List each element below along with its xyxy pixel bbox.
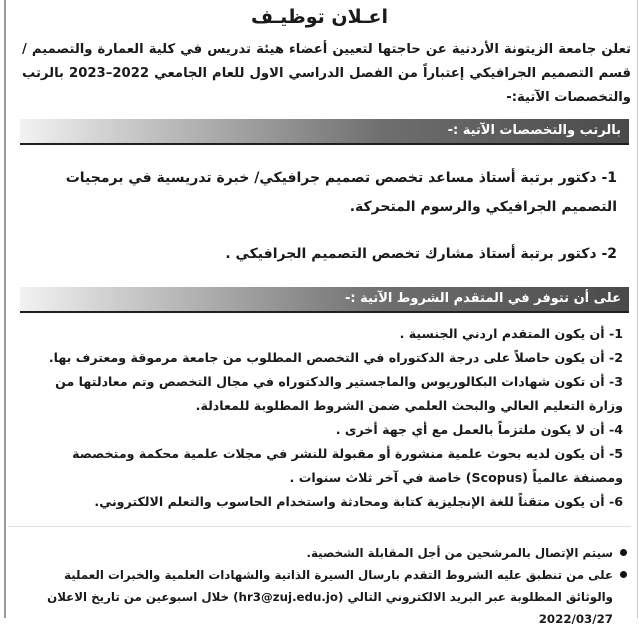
note-item bbox=[18, 564, 627, 630]
divider bbox=[8, 526, 631, 527]
ranks-heading-bar bbox=[20, 119, 629, 145]
note-text: سيتم الإتصال بالمرشحين من أجل المقابلة الشخصية. bbox=[306, 546, 613, 560]
condition-item: 4- أن لا يكون ملتزماً بالعمل مع أي جهة أخرى . bbox=[335, 422, 623, 437]
condition-item: 2- أن يكون حاصلاً على درجة الدكتوراه في التخصص المطلوب من جامعة مرموقة ومعترف بها. bbox=[48, 350, 623, 365]
rank-item: 1- دكتور برتبة أستاذ مساعد تخصص تصميم جرافيكي/ خبرة تدريسية في برمجيات التصميم الجرافيكي والرسوم المتحركة. bbox=[65, 170, 617, 215]
condition-item: 3- أن تكون شهادات البكالوريوس والماجستير والدكتوراه في مجال التخصص وتم معادلتها من وزارة التعليم العالي والبحث العلمي ضمن الشروط المطلوبة للمعادلة. bbox=[55, 374, 623, 413]
condition-item: 1- أن يكون المتقدم اردني الجنسية . bbox=[399, 326, 623, 341]
announcement-title: اعـلان توظيـف bbox=[250, 6, 389, 28]
notes-list bbox=[18, 542, 627, 630]
bullet-icon bbox=[620, 571, 627, 578]
note-item bbox=[18, 542, 627, 564]
conditions-heading-bar bbox=[20, 287, 629, 313]
left-border-line bbox=[4, 0, 6, 618]
intro-paragraph: تعلن جامعة الزيتونة الأردنية عن حاجتها لتعيين أعضاء هيئة تدريس في كلية العمارة والتصميم / قسم التصميم الجرافيكي إعتباراً من الفصل الدراسي الاول للعام الجامعي 2022–2023 بالرتب والتخصصات الآتية:- bbox=[22, 42, 632, 105]
right-border-line bbox=[637, 0, 638, 618]
conditions-list bbox=[22, 322, 623, 514]
rank-item: 2- دكتور برتبة أستاذ مشارك تخصص التصميم الجرافيكي . bbox=[225, 246, 617, 262]
condition-item: 6- أن يكون متقناً للغة الإنجليزية كتابة ومحادثة واستخدام الحاسوب والتعلم الالكتروني. bbox=[94, 494, 623, 509]
note-text: على من تنطبق عليه الشروط التقدم بارسال السيرة الذاتية والشهادات العلمية والخبرات العملية والوثائق المطلوبة عبر البريد الالكتروني التالي (hr3@zuj.edu.jo) خلال اسبوعين من تاريخ الاعلان 2022/03/27 bbox=[47, 568, 613, 626]
bullet-icon bbox=[620, 549, 627, 556]
ranks-heading: بالرتب والتخصصات الآتية :- bbox=[447, 123, 621, 138]
condition-item: 5- أن يكون لديه بحوث علمية منشورة أو مقبولة للنشر في مجلات علمية محكمة ومتخصصة ومصنفة عالمياً (Scopus) خاصة في آخر ثلاث سنوات . bbox=[72, 446, 623, 485]
conditions-heading: على أن تتوفر في المتقدم الشروط الآتية :- bbox=[345, 291, 621, 306]
